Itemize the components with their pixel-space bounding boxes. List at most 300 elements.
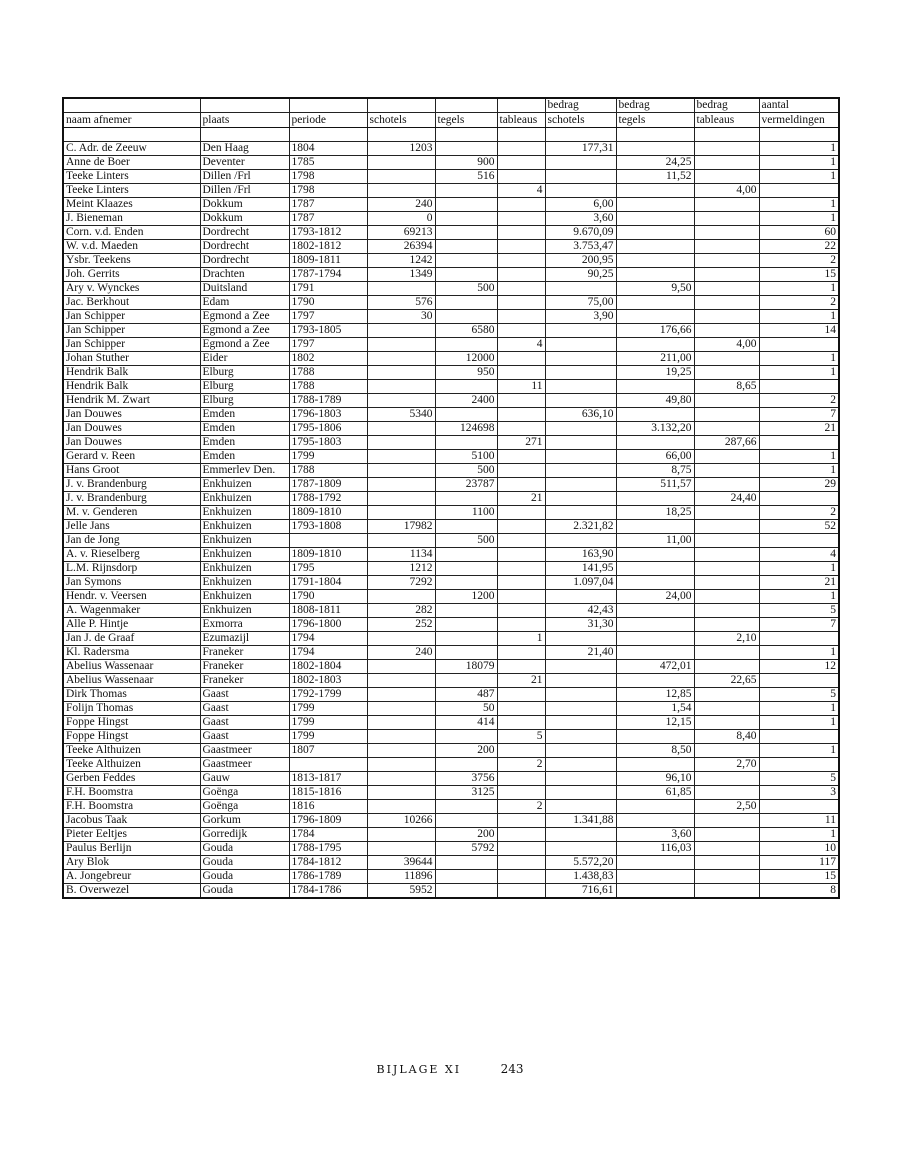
table-row: [63, 702, 839, 716]
table-cell: 1797: [289, 338, 367, 352]
table-cell: 1809-1810: [289, 548, 367, 562]
table-cell: Jan Schipper: [63, 310, 200, 324]
table-cell: 24,00: [616, 590, 694, 604]
table-cell: Enkhuizen: [200, 492, 289, 506]
table-cell: 1795-1803: [289, 436, 367, 450]
table-cell: [694, 240, 759, 254]
table-cell: 1787-1809: [289, 478, 367, 492]
table-row: [63, 800, 839, 814]
table-cell: Emden: [200, 450, 289, 464]
table-cell: Foppe Hingst: [63, 716, 200, 730]
table-cell: 1796-1803: [289, 408, 367, 422]
table-cell: Corn. v.d. Enden: [63, 226, 200, 240]
table-cell: [545, 688, 616, 702]
table-cell: 500: [435, 282, 497, 296]
table-cell: [497, 240, 545, 254]
table-cell: 23787: [435, 478, 497, 492]
table-cell: Pieter Eeltjes: [63, 828, 200, 842]
table-cell: 11: [497, 380, 545, 394]
table-cell: [367, 758, 435, 772]
table-cell: Foppe Hingst: [63, 730, 200, 744]
table-cell: 1798: [289, 184, 367, 198]
table-cell: Teeke Linters: [63, 184, 200, 198]
table-cell: 12000: [435, 352, 497, 366]
table-row: [63, 856, 839, 870]
table-cell: Folijn Thomas: [63, 702, 200, 716]
spacer-cell: [759, 128, 839, 142]
column-header: tableaus: [497, 113, 545, 128]
table-cell: [694, 282, 759, 296]
table-cell: 12: [759, 660, 839, 674]
table-row: [63, 408, 839, 422]
table-row: [63, 170, 839, 184]
table-cell: [497, 296, 545, 310]
table-cell: 18079: [435, 660, 497, 674]
column-header: tegels: [616, 113, 694, 128]
table-cell: [545, 436, 616, 450]
page-footer: [0, 1062, 900, 1076]
table-row: [63, 730, 839, 744]
table-cell: Abelius Wassenaar: [63, 674, 200, 688]
table-cell: [616, 408, 694, 422]
table-cell: [616, 646, 694, 660]
table-cell: 5: [759, 604, 839, 618]
table-row: [63, 310, 839, 324]
header-top-cell: bedrag: [616, 98, 694, 113]
table-cell: [616, 870, 694, 884]
table-cell: C. Adr. de Zeeuw: [63, 142, 200, 156]
table-cell: 24,25: [616, 156, 694, 170]
table-cell: [367, 772, 435, 786]
table-row: [63, 366, 839, 380]
table-cell: [497, 366, 545, 380]
table-cell: [435, 618, 497, 632]
spacer-cell: [545, 128, 616, 142]
table-cell: [435, 814, 497, 828]
table-cell: [694, 352, 759, 366]
table-cell: [545, 478, 616, 492]
table-cell: 21,40: [545, 646, 616, 660]
table-cell: J. v. Brandenburg: [63, 478, 200, 492]
table-cell: 75,00: [545, 296, 616, 310]
table-cell: [435, 520, 497, 534]
table-cell: [367, 688, 435, 702]
table-cell: [759, 338, 839, 352]
table-cell: [694, 856, 759, 870]
table-cell: 1794: [289, 632, 367, 646]
table-cell: 3125: [435, 786, 497, 800]
table-cell: [694, 156, 759, 170]
table-cell: [545, 842, 616, 856]
table-cell: [616, 520, 694, 534]
table-cell: [616, 674, 694, 688]
table-row: [63, 184, 839, 198]
table-cell: [497, 856, 545, 870]
table-cell: Jan Douwes: [63, 408, 200, 422]
table-cell: Teeke Althuizen: [63, 744, 200, 758]
table-cell: 2: [759, 296, 839, 310]
table-cell: 1791-1804: [289, 576, 367, 590]
table-cell: 11,52: [616, 170, 694, 184]
table-cell: [616, 562, 694, 576]
table-cell: 8,40: [694, 730, 759, 744]
table-cell: W. v.d. Maeden: [63, 240, 200, 254]
table-cell: 487: [435, 688, 497, 702]
table-cell: Enkhuizen: [200, 604, 289, 618]
table-cell: [545, 282, 616, 296]
table-row: [63, 282, 839, 296]
table-cell: 1787: [289, 198, 367, 212]
table-cell: Elburg: [200, 380, 289, 394]
table-cell: 5792: [435, 842, 497, 856]
table-row: [63, 646, 839, 660]
table-row: [63, 772, 839, 786]
table-cell: 6580: [435, 324, 497, 338]
table-cell: 3.753,47: [545, 240, 616, 254]
table-cell: [694, 506, 759, 520]
table-cell: 163,90: [545, 548, 616, 562]
table-cell: [497, 534, 545, 548]
table-cell: 1796-1800: [289, 618, 367, 632]
table-cell: [435, 240, 497, 254]
table-cell: 2,70: [694, 758, 759, 772]
table-cell: [694, 534, 759, 548]
table-cell: [616, 492, 694, 506]
table-cell: Gaast: [200, 702, 289, 716]
table-cell: [367, 506, 435, 520]
table-cell: [616, 604, 694, 618]
table-cell: [435, 604, 497, 618]
table-row: [63, 156, 839, 170]
table-cell: [694, 142, 759, 156]
spacer-cell: [694, 128, 759, 142]
table-cell: Dokkum: [200, 212, 289, 226]
table-cell: Deventer: [200, 156, 289, 170]
table-cell: [694, 576, 759, 590]
table-cell: 2400: [435, 394, 497, 408]
table-cell: 30: [367, 310, 435, 324]
header-top-cell: [200, 98, 289, 113]
table-cell: [545, 800, 616, 814]
table-cell: Gorredijk: [200, 828, 289, 842]
table-row: [63, 422, 839, 436]
table-cell: [694, 814, 759, 828]
table-cell: M. v. Genderen: [63, 506, 200, 520]
table-cell: J. Bieneman: [63, 212, 200, 226]
table-cell: 1203: [367, 142, 435, 156]
table-cell: 21: [497, 492, 545, 506]
table-cell: Enkhuizen: [200, 576, 289, 590]
table-cell: 176,66: [616, 324, 694, 338]
header-top-cell: [63, 98, 200, 113]
table-cell: [545, 394, 616, 408]
table-row: [63, 562, 839, 576]
table-cell: [497, 282, 545, 296]
table-cell: Gaastmeer: [200, 744, 289, 758]
table-cell: 1802-1812: [289, 240, 367, 254]
table-cell: 1787-1794: [289, 268, 367, 282]
table-cell: [367, 674, 435, 688]
table-cell: 2: [759, 506, 839, 520]
table-cell: 1: [759, 310, 839, 324]
table-cell: [545, 660, 616, 674]
table-cell: 1784-1786: [289, 884, 367, 899]
table-row: [63, 352, 839, 366]
table-cell: [435, 492, 497, 506]
table-cell: 1786-1789: [289, 870, 367, 884]
table-cell: 96,10: [616, 772, 694, 786]
table-cell: [435, 576, 497, 590]
table-cell: 1: [497, 632, 545, 646]
table-cell: Joh. Gerrits: [63, 268, 200, 282]
table-cell: [497, 828, 545, 842]
table-cell: 2: [497, 800, 545, 814]
table-cell: 1: [759, 646, 839, 660]
table-cell: 500: [435, 534, 497, 548]
table-cell: 90,25: [545, 268, 616, 282]
table-cell: [497, 352, 545, 366]
table-cell: Hendrik Balk: [63, 366, 200, 380]
table-cell: 1797: [289, 310, 367, 324]
table-cell: [694, 548, 759, 562]
table-cell: Emden: [200, 436, 289, 450]
table-cell: 42,43: [545, 604, 616, 618]
table-cell: [497, 212, 545, 226]
table-cell: 29: [759, 478, 839, 492]
table-row: [63, 268, 839, 282]
table-cell: 287,66: [694, 436, 759, 450]
table-cell: [694, 254, 759, 268]
table-cell: Gerben Feddes: [63, 772, 200, 786]
table-cell: [497, 422, 545, 436]
table-cell: 1802-1803: [289, 674, 367, 688]
table-cell: F.H. Boomstra: [63, 800, 200, 814]
table-cell: [545, 464, 616, 478]
table-cell: [545, 366, 616, 380]
table-cell: 21: [759, 576, 839, 590]
table-cell: Elburg: [200, 394, 289, 408]
table-cell: [367, 730, 435, 744]
table-cell: 66,00: [616, 450, 694, 464]
table-cell: Emmerlev Den.: [200, 464, 289, 478]
table-cell: [289, 758, 367, 772]
table-cell: 1: [759, 352, 839, 366]
table-cell: 24,40: [694, 492, 759, 506]
table-cell: [694, 464, 759, 478]
table-cell: 1: [759, 716, 839, 730]
table-cell: [545, 324, 616, 338]
table-cell: 1: [759, 464, 839, 478]
table-cell: 282: [367, 604, 435, 618]
table-cell: [497, 604, 545, 618]
table-cell: [694, 604, 759, 618]
table-cell: 2.321,82: [545, 520, 616, 534]
table-cell: [497, 310, 545, 324]
table-cell: 4,00: [694, 338, 759, 352]
table-cell: [545, 590, 616, 604]
table-cell: 1799: [289, 450, 367, 464]
table-cell: [694, 884, 759, 899]
table-cell: [616, 296, 694, 310]
table-cell: Egmond a Zee: [200, 324, 289, 338]
table-cell: 21: [497, 674, 545, 688]
table-cell: [694, 618, 759, 632]
table-cell: [497, 576, 545, 590]
table-cell: Enkhuizen: [200, 506, 289, 520]
table-cell: [367, 436, 435, 450]
table-cell: 177,31: [545, 142, 616, 156]
table-cell: 1,54: [616, 702, 694, 716]
table-cell: Paulus Berlijn: [63, 842, 200, 856]
table-cell: L.M. Rijnsdorp: [63, 562, 200, 576]
table-cell: Jelle Jans: [63, 520, 200, 534]
table-row: [63, 688, 839, 702]
column-header: naam afnemer: [63, 113, 200, 128]
table-cell: 271: [497, 436, 545, 450]
table-cell: [497, 786, 545, 800]
table-cell: [694, 170, 759, 184]
table-cell: [694, 828, 759, 842]
table-cell: 240: [367, 198, 435, 212]
table-cell: Egmond a Zee: [200, 338, 289, 352]
table-cell: 124698: [435, 422, 497, 436]
table-cell: 1212: [367, 562, 435, 576]
table-row: [63, 338, 839, 352]
table-cell: [497, 744, 545, 758]
header-row: [63, 113, 839, 128]
table-cell: Jan Douwes: [63, 436, 200, 450]
column-header: schotels: [367, 113, 435, 128]
spacer-cell: [289, 128, 367, 142]
table-cell: 252: [367, 618, 435, 632]
table-cell: [435, 562, 497, 576]
table-cell: [694, 590, 759, 604]
table-cell: [616, 800, 694, 814]
table-cell: Franeker: [200, 660, 289, 674]
table-cell: [545, 674, 616, 688]
table-cell: 5952: [367, 884, 435, 899]
table-cell: 5.572,20: [545, 856, 616, 870]
table-cell: Hans Groot: [63, 464, 200, 478]
table-cell: 17982: [367, 520, 435, 534]
header-spacer-row: [63, 128, 839, 142]
table-cell: 1793-1808: [289, 520, 367, 534]
table-cell: 1804: [289, 142, 367, 156]
table-cell: 8,75: [616, 464, 694, 478]
table-cell: 19,25: [616, 366, 694, 380]
table-cell: [367, 170, 435, 184]
table-cell: 2: [759, 394, 839, 408]
table-cell: 4: [497, 184, 545, 198]
table-cell: 11: [759, 814, 839, 828]
table-cell: [497, 646, 545, 660]
table-cell: B. Overwezel: [63, 884, 200, 899]
table-cell: [759, 492, 839, 506]
table-cell: 1: [759, 702, 839, 716]
table-cell: Goënga: [200, 800, 289, 814]
table-cell: Abelius Wassenaar: [63, 660, 200, 674]
table-cell: Jan Schipper: [63, 338, 200, 352]
table-cell: Den Haag: [200, 142, 289, 156]
table-row: [63, 296, 839, 310]
table-cell: [435, 184, 497, 198]
table-cell: 1813-1817: [289, 772, 367, 786]
table-cell: [694, 702, 759, 716]
table-cell: [367, 156, 435, 170]
table-cell: [545, 534, 616, 548]
table-cell: [616, 814, 694, 828]
table-cell: [497, 688, 545, 702]
table-cell: Ary Blok: [63, 856, 200, 870]
table-cell: [435, 254, 497, 268]
table-row: [63, 436, 839, 450]
table-cell: 1: [759, 366, 839, 380]
table-cell: 1.438,83: [545, 870, 616, 884]
table-cell: Gorkum: [200, 814, 289, 828]
table-cell: 240: [367, 646, 435, 660]
table-cell: 11,00: [616, 534, 694, 548]
table-cell: [497, 548, 545, 562]
table-cell: 1: [759, 282, 839, 296]
table-cell: 1807: [289, 744, 367, 758]
table-cell: Ysbr. Teekens: [63, 254, 200, 268]
table-cell: [435, 212, 497, 226]
table-cell: [497, 408, 545, 422]
table-cell: [694, 842, 759, 856]
table-cell: [435, 800, 497, 814]
table-cell: 1792-1799: [289, 688, 367, 702]
table-cell: Goënga: [200, 786, 289, 800]
table-row: [63, 618, 839, 632]
table-cell: 1795: [289, 562, 367, 576]
table-cell: 1: [759, 590, 839, 604]
table-cell: Edam: [200, 296, 289, 310]
table-cell: 1798: [289, 170, 367, 184]
table-cell: [616, 142, 694, 156]
table-cell: 211,00: [616, 352, 694, 366]
table-row: [63, 464, 839, 478]
table-cell: [367, 632, 435, 646]
table-cell: [367, 660, 435, 674]
table-cell: 900: [435, 156, 497, 170]
table-cell: [616, 548, 694, 562]
header-row-top: [63, 98, 839, 113]
table-cell: [367, 324, 435, 338]
table-row: [63, 324, 839, 338]
column-header: vermeldingen: [759, 113, 839, 128]
table-row: [63, 632, 839, 646]
table-row: [63, 674, 839, 688]
table-cell: 1802: [289, 352, 367, 366]
table-cell: 10266: [367, 814, 435, 828]
table-cell: 3756: [435, 772, 497, 786]
table-cell: 4: [759, 548, 839, 562]
table-cell: [497, 464, 545, 478]
table-cell: [694, 226, 759, 240]
spacer-cell: [435, 128, 497, 142]
table-cell: [616, 632, 694, 646]
table-cell: 1794: [289, 646, 367, 660]
table-cell: [497, 702, 545, 716]
table-cell: 15: [759, 268, 839, 282]
table-cell: 116,03: [616, 842, 694, 856]
table-cell: [759, 534, 839, 548]
table-row: [63, 758, 839, 772]
table-row: [63, 744, 839, 758]
table-cell: [616, 338, 694, 352]
table-cell: Hendrik M. Zwart: [63, 394, 200, 408]
table-cell: [497, 254, 545, 268]
